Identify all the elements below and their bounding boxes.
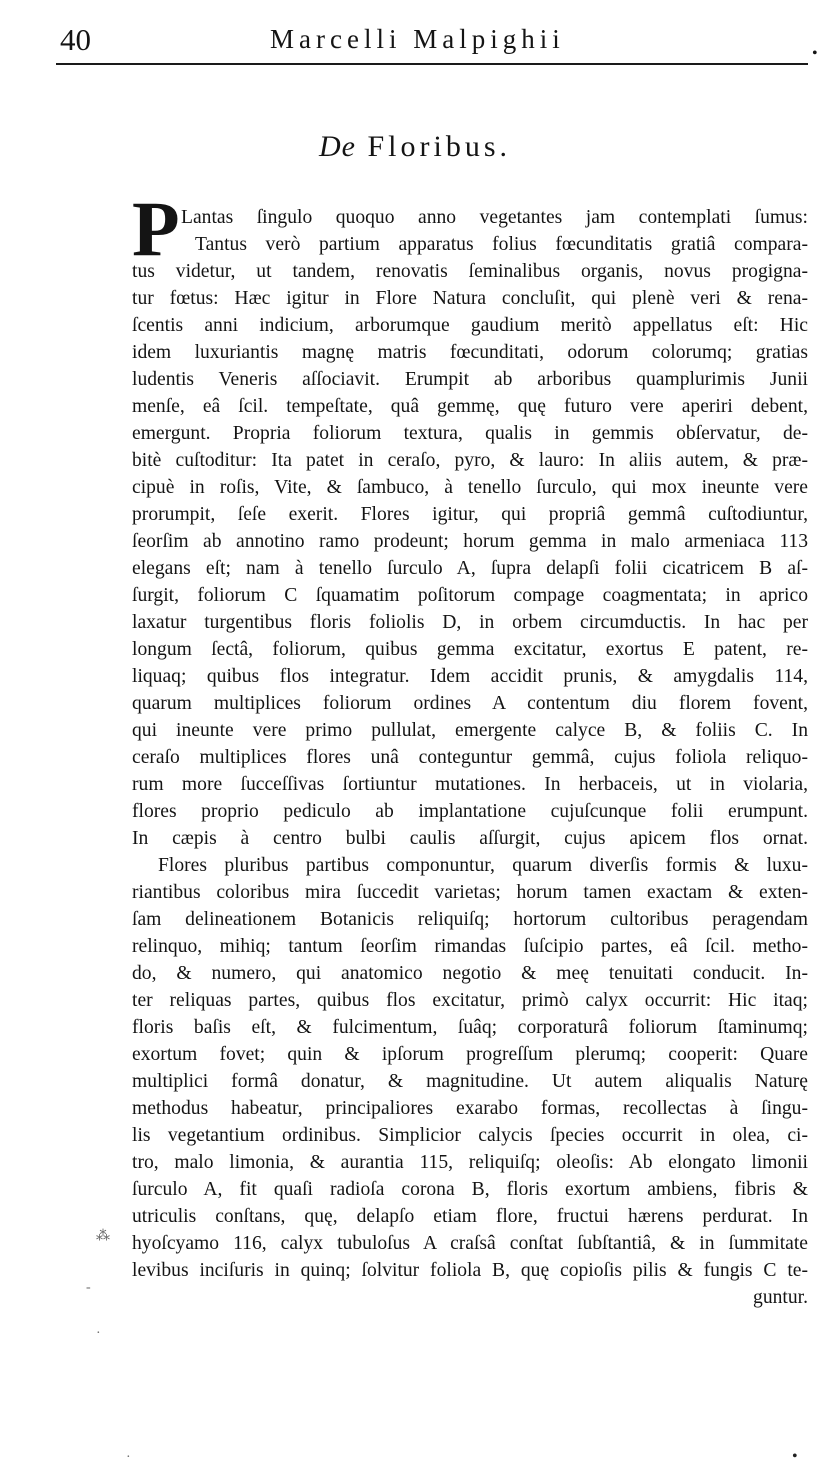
text-line: tro, malo limonia, & aurantia 115, reliquiſq; oleoſis: Ab elongato limonii [132,1152,808,1173]
text-line: tus videtur, ut tandem, renovatis ſeminalibus organis, novus progigna- [132,261,808,282]
text-line: ſurculo A, fit quaſi radioſa corona B, floris exortum ambiens, fibris & [132,1179,808,1200]
text-line: ſam delineationem Botanicis reliquiſq; hortorum cultoribus peragendam [132,909,808,930]
text-line: levibus inciſuris in quinq; ſolvitur foliola B, quę copioſis pilis & fungis C te- [132,1260,808,1281]
text-line: floris baſis eſt, & fulcimentum, ſuâq; corporaturâ foliorum ſtaminumq; [132,1017,808,1038]
text-line: ſeorſim ab annotino ramo prodeunt; horum gemma in malo armeniaca 113 [132,531,808,552]
margin-ornament: ⁂ [96,1229,110,1244]
text-line: Flores pluribus partibus componuntur, quarum diverſis formis & luxu- [158,855,808,876]
section-title [0,130,830,164]
text-line: menſe, eâ ſcil. tempeſtate, quâ gemmę, quę futuro vere aperiri debent, [132,396,808,417]
text-line: do, & numero, qui anatomico negotio & meę tenuitati conducit. In- [132,963,808,984]
text-line: Lantas ſingulo quoquo anno vegetantes jam contemplati ſumus: [181,207,808,228]
text-line: relinquo, mihiq; tantum ſeorſim rimandas ſuſcipio partes, eâ ſcil. metho- [132,936,808,957]
text-line: utriculis conſtans, quę, delapſo etiam flore, fructui hærens perdurat. In [132,1206,808,1227]
section-title-de: De [318,130,356,163]
text-line: longum ſectâ, foliorum, quibus gemma excitatur, exortus E patent, re- [132,639,808,660]
text-line: ſcentis anni indicium, arborumque gaudium meritò appellatus eſt: Hic [132,315,808,336]
text-line: idem luxuriantis magnę matris fœcunditati, odorum colorumq; gratias [132,342,808,363]
text-line: quarum multiplices foliorum ordines A contentum diu florem fovent, [132,693,808,714]
text-line: hyoſcyamo 116, calyx tubuloſus A craſsâ conſtat ſubſtantiâ, & in ſummitate [132,1233,808,1254]
text-line: ludentis Veneris aſſociavit. Erumpit ab arboribus quamplurimis Junii [132,369,808,390]
drop-cap: P [132,185,180,272]
text-line: riantibus coloribus mira ſuccedit varietas; horum tamen exactam & exten- [132,882,808,903]
text-line: ſurgit, foliorum C ſquamatim poſitorum compage coagmentata; in aprico [132,585,808,606]
text-line: lis vegetantium ordinibus. Simplicior calycis ſpecies occurrit in olea, ci- [132,1125,808,1146]
text-line: bitè cuſtoditur: Ita patet in ceraſo, pyro, & lauro: In aliis autem, & præ- [132,450,808,471]
page-number: 40 [60,22,91,57]
text-line: laxatur turgentibus floris foliolis D, in orbem circumductis. In hac per [132,612,808,633]
ornament-bullet: • [812,45,818,62]
footer-dot-left: · [126,1450,131,1465]
running-header [60,18,818,62]
text-line: Tantus verò partium apparatus folius fœcunditatis gratiâ compara- [195,234,808,255]
running-title: Marcelli Malpighii [270,24,565,54]
text-line: cipuè in roſis, Vite, & ſambuco, à tenello ſurculo, qui mox ineunte vere [132,477,808,498]
margin-dash: - [86,1280,91,1295]
text-line: emergunt. Propria foliorum textura, qualis in gemmis obſervatur, de- [132,423,808,444]
header-rule [56,63,808,65]
text-line: elegans eſt; nam à tenello ſurculo A, ſupra delapſi folii cicatricem B aſ- [132,558,808,579]
text-line: exortum fovet; quin & ipſorum progreſſum plerumq; cooperit: Quare [132,1044,808,1065]
section-title-rest: Floribus. [367,130,511,163]
text-line: flores proprio pediculo ab implantatione cujuſcunque folii erumpunt. [132,801,808,822]
text-line: ter reliquas partes, quibus flos excitatur, primò calyx occurrit: Hic itaq; [132,990,808,1011]
text-line: ceraſo multiplices flores unâ conteguntur gemmâ, cujus foliola reliquo- [132,747,808,768]
footer-dot-right: • [792,1448,798,1465]
text-line: prorumpit, ſeſe exerit. Flores igitur, qui propriâ gemmâ cuſtodiuntur, [132,504,808,525]
text-line: qui ineunte vere primo pullulat, emergente calyce B, & foliis C. In [132,720,808,741]
text-line: liquaq; quibus flos integratur. Idem accidit prunis, & amygdalis 114, [132,666,808,687]
text-line: rum more ſucceſſivas ſortiuntur mutationes. In herbaceis, ut in violaria, [132,774,808,795]
text-line-last: guntur. [753,1287,808,1308]
text-line: methodus habeatur, principaliores exarabo formas, recollectas à ſingu- [132,1098,808,1119]
text-line: multiplici formâ donatur, & magnitudine. Ut autem aliqualis Naturę [132,1071,808,1092]
text-line: tur fœtus: Hæc igitur in Flore Natura concluſit, qui plenè veri & rena- [132,288,808,309]
text-line: In cæpis à centro bulbi caulis aſſurgit, cujus apicem flos ornat. [132,828,808,849]
margin-dot: · [96,1326,101,1341]
